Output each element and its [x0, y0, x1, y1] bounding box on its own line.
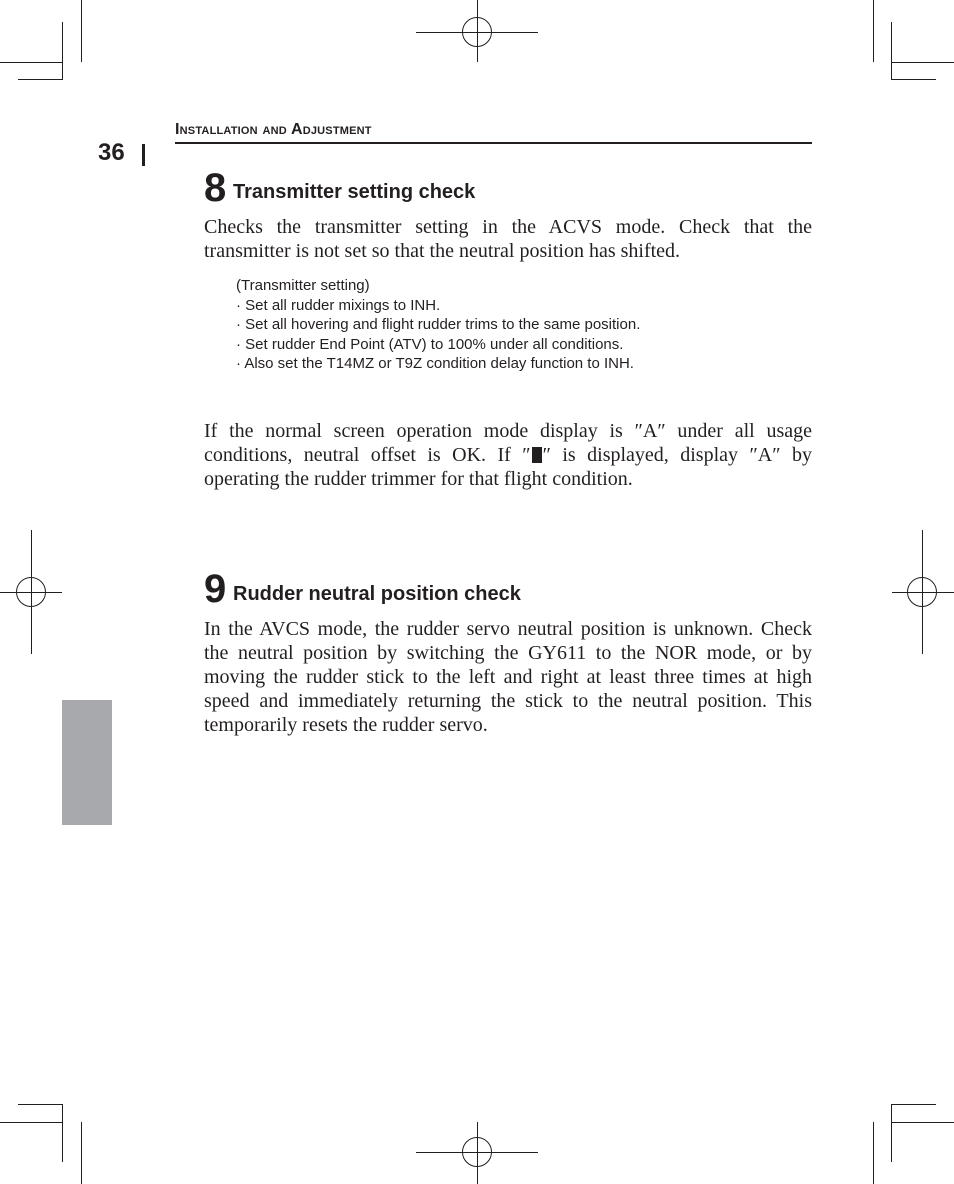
running-header: Installation and Adjustment — [175, 121, 372, 138]
section-8-number: 8 — [204, 166, 227, 210]
crop-mark-top-right-h — [891, 79, 936, 80]
offset-block-icon — [532, 447, 542, 463]
crop-mark-top-left-outer — [81, 0, 82, 62]
page-number-tick — [142, 144, 145, 166]
chapter-tab — [62, 700, 112, 825]
crop-mark-top-left-v — [62, 22, 63, 80]
crop-mark-top-left-outer-h — [0, 62, 62, 63]
header-rule — [175, 142, 812, 144]
crop-mark-bottom-left-v — [62, 1104, 63, 1162]
section-9-number: 9 — [204, 567, 227, 611]
crop-mark-bottom-left-outer-h — [0, 1122, 62, 1123]
crop-mark-bottom-right-outer-h — [891, 1122, 954, 1123]
settings-item: · Set rudder End Point (ATV) to 100% under all conditions. — [236, 335, 624, 353]
crop-mark-top-right-v — [891, 22, 892, 80]
settings-item: · Set all rudder mixings to INH. — [236, 296, 441, 314]
crop-mark-top-right-outer — [873, 0, 874, 62]
section-9-title: Rudder neutral position check — [233, 583, 521, 605]
crop-mark-top-left-h — [18, 79, 63, 80]
crop-mark-bottom-right-outer — [873, 1122, 874, 1184]
crop-mark-bottom-left-outer — [81, 1122, 82, 1184]
settings-heading: (Transmitter setting) — [236, 277, 370, 294]
crop-mark-bottom-right-v — [891, 1104, 892, 1162]
crop-mark-bottom-left-h — [18, 1104, 63, 1105]
section-8-intro: Checks the transmitter setting in the ACVS mode. Check that the transmitter is not set so that the neutral position has shifted. — [204, 216, 812, 262]
crop-mark-top-right-outer-h — [891, 62, 954, 63]
page-number: 36 — [98, 139, 125, 166]
settings-item: · Set all hovering and flight rudder trims to the same position. — [236, 316, 641, 334]
section-8-title: Transmitter setting check — [233, 181, 476, 203]
crop-mark-bottom-right-h — [891, 1104, 936, 1105]
note-text-part-1: If the normal screen operation mode display is ″A″ under all usage conditions, neutral offset is OK. If ″ — [204, 420, 812, 466]
settings-list — [236, 276, 640, 374]
section-9-body: In the AVCS mode, the rudder servo neutral position is unknown. Check the neutral position by switching the GY611 to the NOR mode, or by moving the rudder stick to the left and right at least three times at high speed and immediately returning the stick to the neutral position. This temporarily resets the rudder servo. — [204, 618, 812, 736]
section-8-note — [204, 419, 812, 491]
note-text-part-2: ″ is displayed, display ″A″ by operating the rudder trimmer for that flight condition. — [204, 444, 812, 490]
settings-item: · Also set the T14MZ or T9Z condition delay function to INH. — [236, 355, 634, 373]
